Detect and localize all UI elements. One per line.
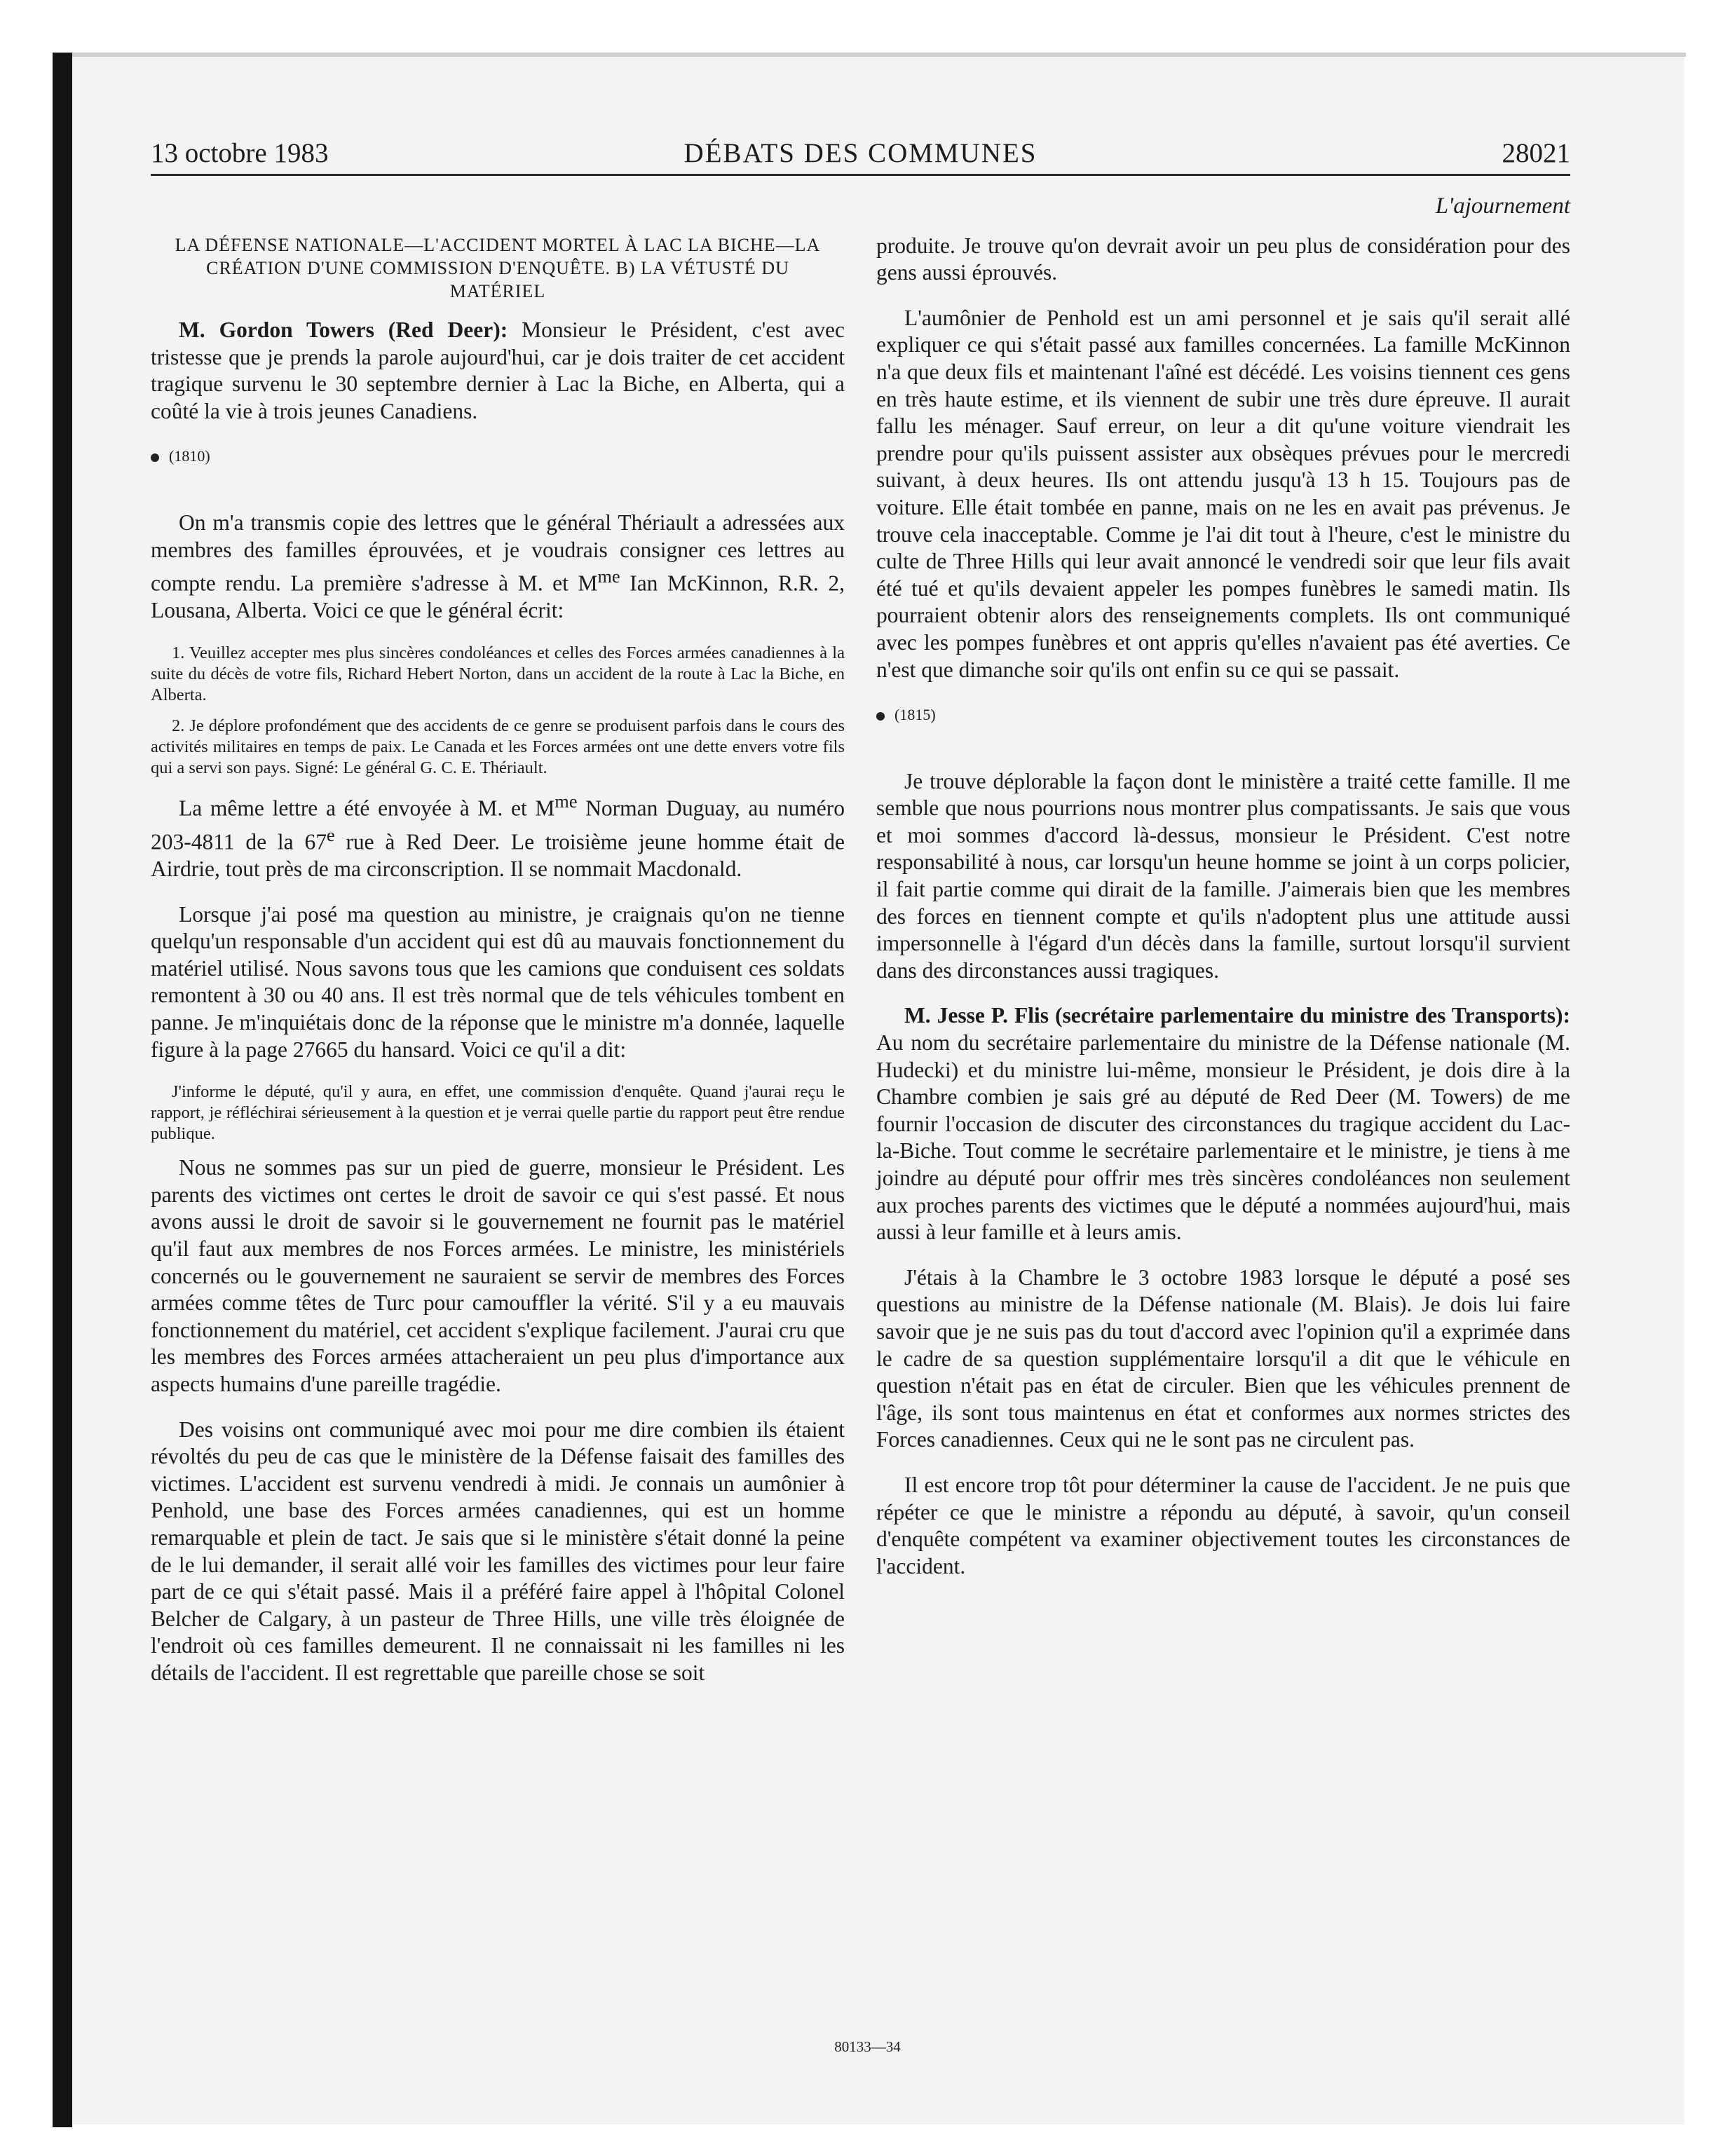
time-marker: (1810): [151, 443, 845, 470]
paragraph: Des voisins ont communiqué avec moi pour me dire combien ils étaient révoltés du peu de cas que le ministère de la Défense faisait des familles des victimes. L'accident est survenu vendredi à midi. Je connais un aumônier à Penhold, une base des Forces armées canadiennes, qui est un homme remarquable et plein de tact. Je sais que si le ministère s'était donné la peine de le lui demander, il serait allé voir les familles des victimes pour leur faire part de ce qui s'était passé. Mais il a préféré faire appel à l'hôpital Colonel Belcher de Calgary, à un pasteur de Three Hills, une ville très éloignée de l'endroit où ces familles demeurent. Il ne connaissait ni les familles ni les détails de l'accident. Il est regrettable que pareille chose se soit: [151, 1417, 845, 1685]
paragraph: produite. Je trouve qu'on devrait avoir un peu plus de considération pour des gens aussi éprouvés.: [876, 233, 1570, 285]
right-column: [876, 193, 1570, 1598]
bullet-icon: [876, 712, 885, 721]
paragraph: M. Gordon Towers (Red Deer): Monsieur le Président, c'est avec tristesse que je prends la parole aujourd'hui, car je dois traiter de cet accident tragique survenu le 30 septembre dernier à Lac la Biche, en Alberta, qui a coûté la vie à trois jeunes Canadiens.: [151, 318, 845, 423]
paragraph: L'aumônier de Penhold est un ami personnel et je sais qu'il serait allé expliquer ce qui s'était passé aux familles concernées. La famille McKinnon n'a que deux fils et maintenant l'aîné est décédé. Les voisins tiennent ces gens en très haute estime, et ils viennent de subir une très dure épreuve. Il aurait fallu les ménager. Sauf erreur, on leur a dit qu'une voiture viendrait les prendre pour qu'ils puissent assister aux obsèques prévues pour le mercredi suivant, à deux heures. Ils ont attendu jusqu'à 13 h 15. Toujours pas de voiture. Elle était tombée en panne, mais on ne les en avait pas prévenus. Je trouve cela inacceptable. Comme je l'ai dit tout à l'heure, c'est le ministre du culte de Three Hills qui leur avait annoncé le vendredi soir que leur fils avait été tué et qu'ils devaient appeler les pompes funèbres le samedi matin. Ils pourraient obtenir alors des renseignements complets. Ils ont communiqué avec les pompes funèbres et ont appris qu'elles n'avaient pas été averties. Ce n'est que dimanche soir qu'ils ont enfin su ce qui se passait.: [876, 305, 1570, 682]
paragraph: Lorsque j'ai posé ma question au ministre, je craignais qu'on ne tienne quelqu'un responsable d'un accident qui est dû au mauvais fonctionnement du matériel utilisé. Nous savons tous que les camions que conduisent ces soldats remontent à 30 ou 40 ans. Il est très normal que de tels véhicules tombent en panne. Je m'inquiétais donc de la réponse que le ministre m'a donnée, laquelle figure à la page 27665 du hansard. Voici ce qu'il a dit:: [151, 901, 845, 1062]
paragraph: M. Jesse P. Flis (secrétaire parlementaire du ministre des Transports): Au nom du secrétaire parlementaire du ministre de la Défense nationale (M. Hudecki) et du ministre lui-même, monsieur le Président, je dois dire à la Chambre combien je sais gré au député de Red Deer (M. Towers) de me fournir l'occasion de discuter des circonstances du tragique accident du Lac-la-Biche. Tout comme le secrétaire parlementaire et le ministre, je tiens à me joindre au député pour offrir mes très sincères condoléances non seulement aux proches parents des victimes que le député a nommées aujourd'hui, mais aussi à leur famille et à leurs amis.: [876, 1003, 1570, 1245]
section-label: L'ajournement: [1435, 193, 1570, 219]
speaker-name: M. Gordon Towers (Red Deer):: [179, 318, 508, 342]
header-page-number: 28021: [1502, 138, 1570, 168]
bullet-icon: [151, 453, 159, 462]
time-marker: (1815): [876, 702, 1570, 729]
scan-edge-left: [53, 53, 72, 2127]
speaker-name: M. Jesse P. Flis (secrétaire parlementaire du ministre des Transports):: [904, 1003, 1570, 1028]
quoted-letter: 1. Veuillez accepter mes plus sincères condoléances et celles des Forces armées canadiennes à la suite du décès de votre fils, Richard Hebert Norton, dans un accident de la route à Lac la Biche, en Alberta.: [151, 643, 845, 704]
paragraph: Il est encore trop tôt pour déterminer la cause de l'accident. Je ne puis que répéter ce que le ministre a répondu au député, à savoir, qu'un conseil d'enquête compétent va examiner objectivement toutes les circonstances de l'accident.: [876, 1472, 1570, 1578]
quoted-answer: J'informe le député, qu'il y aura, en effet, une commission d'enquête. Quand j'aurai reçu le rapport, je réfléchirai sérieusement à la question et je verrai quelle partie du rapport peut être rendue publique.: [151, 1082, 845, 1144]
running-head: [151, 137, 1570, 176]
paragraph: La même lettre a été envoyée à M. et $M^{me}$ Norman Duguay, au numéro 203-4811 de la 67e rue à Red Deer. Le troisième jeune homme était de Airdrie, tout près de ma circonscription. Il se nommait Macdonald.: [151, 791, 845, 882]
paragraph: Je trouve déplorable la façon dont le ministère a traité cette famille. Il me semble que nous pourrions nous montrer plus compatissants. Je sais que vous et moi sommes d'accord là-dessus, monsieur le Président. C'est notre responsabilité à nous, car lorsqu'un heune homme se joint à un corps policier, il fait partie comme qui dirait de la famille. J'aimerais bien que les membres des forces en tiennent compte et qu'ils n'adoptent plus une attitude aussi impersonnelle à l'égard d'un décès dans la famille, surtout lorsqu'il survient dans des dirconstances aussi tragiques.: [876, 768, 1570, 983]
paragraph: On m'a transmis copie des lettres que le général Thériault a adressées aux membres des familles éprouvées, et je voudrais consigner ces lettres au compte rendu. La première s'adresse à M. et $M^{me}$ Ian McKinnon, R.R. 2, Lousana, Alberta. Voici ce que le général écrit:: [151, 510, 845, 623]
quoted-letter: 2. Je déplore profondément que des accidents de ce genre se produisent parfois dans le cours des activités militaires en temps de paix. Le Canada et les Forces armées ont une dette envers votre fils qui a servi son pays. Signé: Le général G. C. E. Thériault.: [151, 716, 845, 777]
header-title: DÉBATS DES COMMUNES: [683, 138, 1037, 168]
left-column: [151, 193, 845, 1705]
debate-heading: LA DÉFENSE NATIONALE—L'ACCIDENT MORTEL À LAC LA BICHE—LA CRÉATION D'UNE COMMISSION D'ENQUÊTE. B) LA VÉTUSTÉ DU MATÉRIEL: [175, 235, 821, 301]
paragraph: J'étais à la Chambre le 3 octobre 1983 lorsque le député a posé ses questions au ministre de la Défense nationale (M. Blais). Je dois lui faire savoir que je ne suis pas du tout d'accord avec l'opinion qu'il a exprimée dans le cadre de sa question supplémentaire lorsqu'il a dit que le véhicule en question n'était pas en état de circuler. Bien que les véhicules prennent de l'âge, ils sont tous maintenus en état et conformes aux normes strictes des Forces canadiennes. Ceux qui ne le sont pas ne circulent pas.: [876, 1264, 1570, 1452]
paragraph: Nous ne sommes pas sur un pied de guerre, monsieur le Président. Les parents des victimes ont certes le droit de savoir ce qui s'est passé. Et nous avons aussi le droit de savoir si le gouvernement ne fournit pas le matériel qu'il faut aux membres de nos Forces armées. Le ministre, les ministériels concernés ou le gouvernement ne sauraient se servir de membres des Forces armées comme têtes de Turc pour camouffler la vérité. S'il y a eu mauvais fonctionnement du matériel, cet accident s'explique facilement. J'aurai cru que les membres des Forces armées attacheraient un peu plus d'importance aux aspects humains d'une pareille tragédie.: [151, 1155, 845, 1396]
footer-code: 80133—34: [834, 2038, 901, 2055]
header-date: 13 octobre 1983: [151, 138, 329, 168]
